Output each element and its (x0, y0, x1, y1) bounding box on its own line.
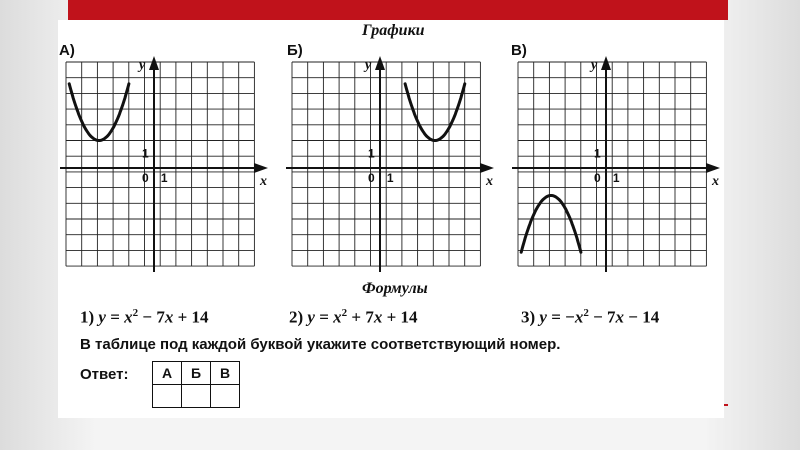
formula-term: − 7 (138, 307, 165, 327)
y-axis-arrow (375, 56, 385, 70)
origin-label: 0 (142, 171, 149, 185)
formula-1 (80, 307, 209, 328)
graph-label-a: А) (59, 42, 75, 59)
formula-tail: − 14 (624, 307, 660, 327)
x-unit-label: 1 (160, 171, 168, 185)
y-axis-label: y (139, 58, 146, 73)
y-unit-label: 1 (594, 146, 601, 161)
answer-cell-a[interactable] (153, 385, 182, 408)
answer-header-a: А (153, 362, 182, 385)
formula-power: 2 (583, 307, 589, 319)
formula-eq: = − (546, 307, 575, 327)
x-axis-arrow (254, 163, 268, 173)
y-axis-arrow (149, 56, 159, 70)
formula-lhs: y (307, 307, 315, 327)
top-accent-bar (68, 0, 728, 20)
x-unit-label: 1 (612, 171, 620, 185)
formula-var: x (164, 307, 174, 327)
grid-lines (66, 62, 254, 266)
parabola-curve (521, 196, 581, 253)
formula-term: + 7 (347, 307, 374, 327)
answer-label: Ответ: (80, 366, 129, 383)
formula-3 (521, 307, 659, 328)
formula-tail: + 14 (173, 307, 209, 327)
formula-term: − 7 (588, 307, 616, 327)
x-axis-label: x (712, 174, 719, 189)
formula-power: 2 (132, 307, 139, 319)
formula-number: 3) (521, 307, 540, 327)
formula-var: x (615, 307, 625, 327)
origin-label: 0 (368, 171, 375, 185)
origin-label: 0 (594, 171, 601, 185)
x-axis-label: x (260, 174, 267, 189)
grid-lines (292, 62, 480, 266)
graph-label-v: В) (511, 42, 527, 59)
x-unit-label: 1 (386, 171, 394, 185)
formula-lhs: y (539, 307, 547, 327)
graphs-title: Графики (362, 22, 425, 39)
answer-cell-b[interactable] (182, 385, 211, 408)
x-axis-label: x (486, 174, 493, 189)
graph-v (512, 56, 724, 272)
formula-eq: = (105, 307, 125, 327)
formula-power: 2 (341, 307, 348, 319)
formula-2 (289, 307, 418, 328)
graph-a (60, 56, 272, 272)
formulas-title: Формулы (362, 280, 428, 297)
formula-number: 2) (289, 307, 308, 327)
formula-var: x (124, 307, 133, 327)
formula-eq: = (314, 307, 334, 327)
formula-number: 1) (80, 307, 99, 327)
x-axis-arrow (480, 163, 494, 173)
formula-lhs: y (98, 307, 106, 327)
graph-label-b: Б) (287, 42, 303, 59)
formula-var: x (373, 307, 383, 327)
answer-cell-v[interactable] (211, 385, 240, 408)
y-unit-label: 1 (368, 146, 375, 161)
parabola-curve (405, 84, 465, 141)
answer-header-v: В (211, 362, 240, 385)
instruction-text: В таблице под каждой буквой укажите соответствующий номер. (80, 336, 561, 353)
y-axis-arrow (601, 56, 611, 70)
y-axis-label: y (591, 58, 598, 73)
x-axis-arrow (706, 163, 720, 173)
grid-lines (518, 62, 706, 266)
formula-tail: + 14 (382, 307, 418, 327)
graph-b (286, 56, 498, 272)
answer-table (152, 361, 240, 408)
answer-header-b: Б (182, 362, 211, 385)
parabola-curve (69, 84, 129, 141)
y-axis-label: y (365, 58, 372, 73)
formula-var: x (574, 307, 584, 327)
y-unit-label: 1 (142, 146, 149, 161)
formula-var: x (333, 307, 342, 327)
